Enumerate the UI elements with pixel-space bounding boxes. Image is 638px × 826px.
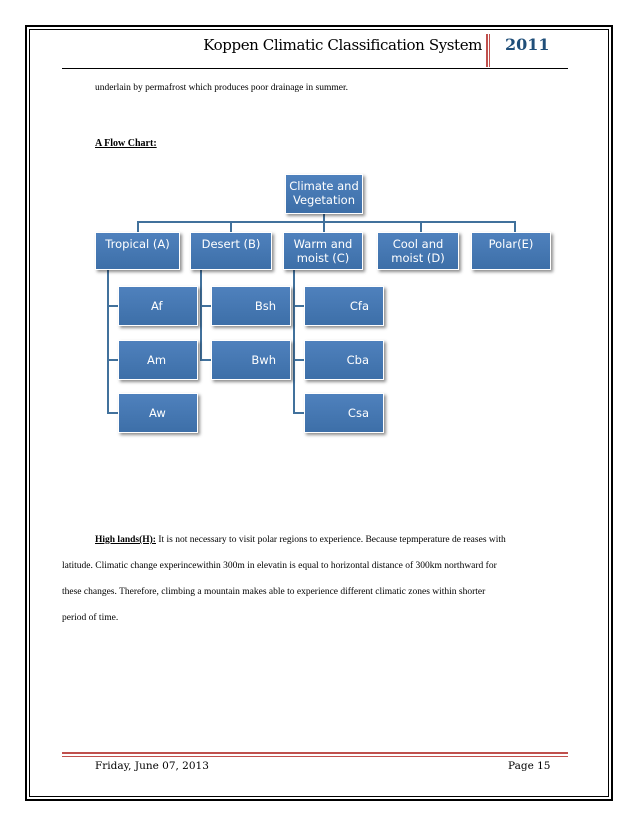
flow-node-label: Aw <box>149 406 166 420</box>
header-rule <box>62 68 568 69</box>
header-title: Koppen Climatic Classification System <box>203 36 482 54</box>
flow-node-am <box>118 340 198 380</box>
flow-node-label: Cba <box>346 353 369 367</box>
flow-node-aw <box>118 393 198 433</box>
intro-text: underlain by permafrost which produces poor drainage in summer. <box>95 83 348 93</box>
header-divider <box>486 34 488 67</box>
footer-date: Friday, June 07, 2013 <box>95 760 209 772</box>
flow-node-csa <box>304 393 384 433</box>
flow-chart-heading: A Flow Chart: <box>95 138 157 149</box>
flow-node-tropical <box>95 232 180 270</box>
flow-node-root <box>285 174 363 214</box>
flow-node-label: Cfa <box>349 299 369 313</box>
flow-node-warm-moist <box>283 232 363 270</box>
flow-node-cool-moist <box>377 232 459 270</box>
highlands-line-3: these changes. Therefore, climbing a mountain makes able to experience different climatic zones within shorter <box>62 587 486 597</box>
flow-node-label: Desert (B) <box>201 237 261 251</box>
flow-node-label: Tropical (A) <box>105 237 170 251</box>
flow-node-label: Warm and moist (C) <box>293 237 353 265</box>
highlands-line-4: period of time. <box>62 613 119 623</box>
flow-node-label: Polar(E) <box>488 237 534 251</box>
highlands-line-1 <box>95 535 565 545</box>
flow-node-desert <box>190 232 272 270</box>
footer-rule <box>62 752 568 754</box>
flow-node-root-label: Climate and Vegetation <box>289 179 359 207</box>
flow-node-cfa <box>304 286 384 326</box>
footer-rule-secondary <box>62 756 568 757</box>
highlands-line-2: latitude. Climatic change experincewithin 300m in elevatin is equal to horizontal distance of 300km northward for <box>62 561 497 571</box>
flow-node-bwh <box>211 340 291 380</box>
header-year: 2011 <box>505 35 550 54</box>
flow-node-label: Csa <box>347 406 369 420</box>
highlands-label: High lands(H): <box>95 535 156 545</box>
flow-node-cba <box>304 340 384 380</box>
highlands-text-1: It is not necessary to visit polar regions to experience. Because tepmperature de reases with <box>155 535 506 545</box>
header-divider-secondary <box>489 34 490 67</box>
flow-node-af <box>118 286 198 326</box>
flow-node-bsh <box>211 286 291 326</box>
flow-node-label: Cool and moist (D) <box>391 237 445 265</box>
flow-node-label: Bsh <box>254 299 276 313</box>
flow-node-label: Bwh <box>251 353 276 367</box>
flow-node-label: Af <box>151 299 163 313</box>
footer-page-number: Page 15 <box>508 760 551 772</box>
flow-node-label: Am <box>147 353 167 367</box>
flow-node-polar <box>471 232 551 270</box>
